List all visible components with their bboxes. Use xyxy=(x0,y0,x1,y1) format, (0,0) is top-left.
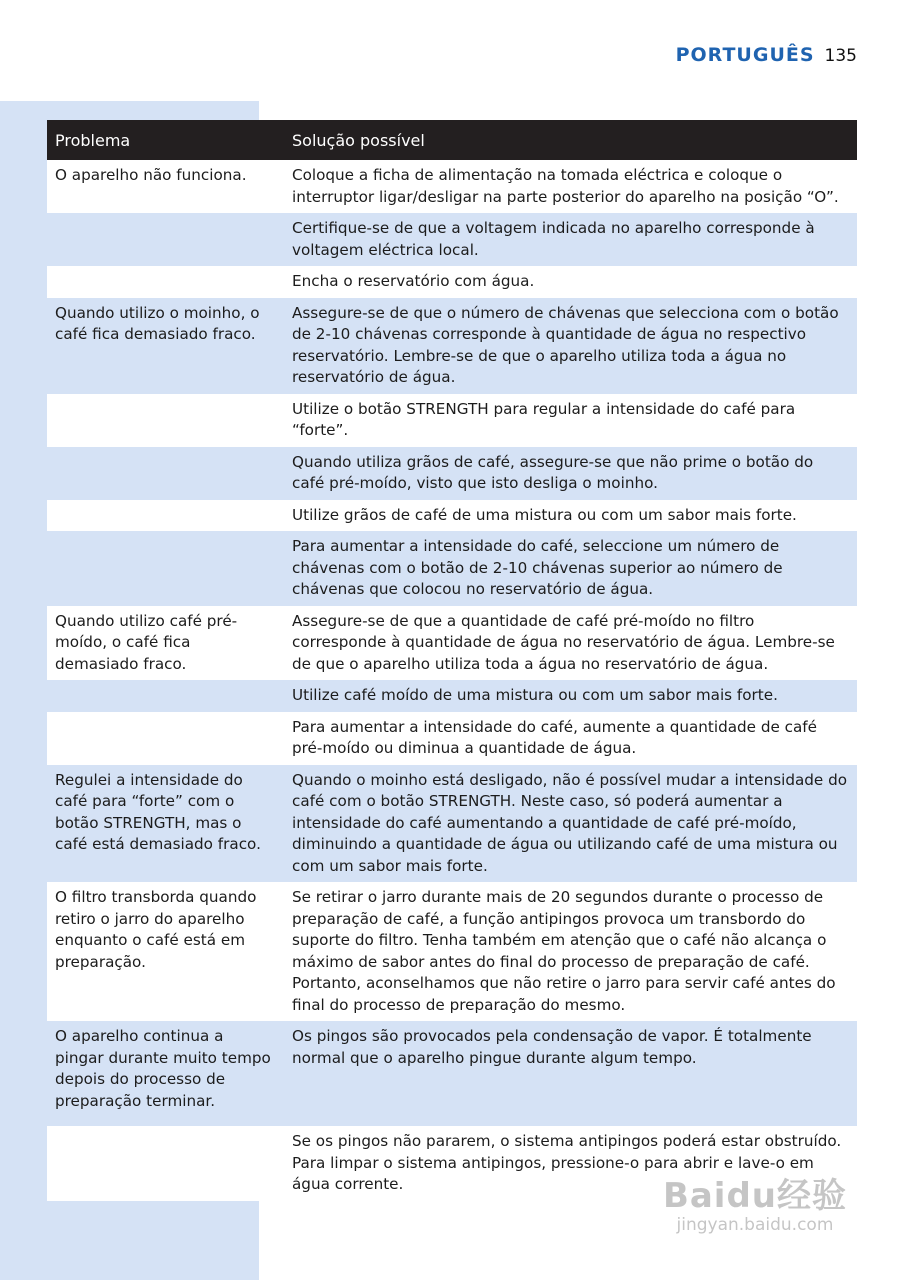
problem-cell xyxy=(47,680,284,712)
solution-cell: Quando o moinho está desligado, não é possível mudar a intensidade do café com o botão STRENGTH. Neste caso, só poderá aumentar a intensidade do café aumentando a quantidade de café pré-moído, diminuindo a quantidade de água ou utilizando café de uma mistura ou com um sabor mais forte. xyxy=(284,765,857,883)
solution-cell: Coloque a ficha de alimentação na tomada eléctrica e coloque o interruptor ligar/desligar na parte posterior do aparelho na posição “O”. xyxy=(284,160,857,213)
table-row xyxy=(47,531,857,606)
solution-cell: Quando utiliza grãos de café, assegure-se que não prime o botão do café pré-moído, visto que isto desliga o moinho. xyxy=(284,447,857,500)
solution-cell: Para aumentar a intensidade do café, seleccione um número de chávenas com o botão de 2-10 chávenas superior ao número de chávenas que colocou no reservatório de água. xyxy=(284,531,857,606)
problem-cell xyxy=(47,1126,284,1201)
table-row xyxy=(47,680,857,712)
problem-cell xyxy=(47,712,284,765)
solution-cell: Certifique-se de que a voltagem indicada no aparelho corresponde à voltagem eléctrica local. xyxy=(284,213,857,266)
table-row xyxy=(47,882,857,1021)
table-row xyxy=(47,765,857,883)
watermark-logo: Baidu经验 xyxy=(662,1176,847,1216)
solution-cell: Utilize o botão STRENGTH para regular a intensidade do café para “forte”. xyxy=(284,394,857,447)
problem-cell: Regulei a intensidade do café para “forte” com o botão STRENGTH, mas o café está demasiado fraco. xyxy=(47,765,284,883)
solution-cell: Utilize grãos de café de uma mistura ou com um sabor mais forte. xyxy=(284,500,857,532)
solution-cell: Assegure-se de que a quantidade de café pré-moído no filtro corresponde à quantidade de água no reservatório de água. Lembre-se de que o aparelho utiliza toda a água no reservatório de água. xyxy=(284,606,857,681)
page-header xyxy=(676,44,857,66)
table-row xyxy=(47,394,857,447)
page-number: 135 xyxy=(824,46,857,66)
table-row xyxy=(47,160,857,213)
table-row xyxy=(47,447,857,500)
problem-cell xyxy=(47,447,284,500)
solution-cell: Encha o reservatório com água. xyxy=(284,266,857,298)
solution-cell: Para aumentar a intensidade do café, aumente a quantidade de café pré-moído ou diminua a quantidade de água. xyxy=(284,712,857,765)
table-row xyxy=(47,266,857,298)
table-row xyxy=(47,298,857,394)
watermark-url: jingyan.baidu.com xyxy=(676,1215,834,1235)
table-row xyxy=(47,213,857,266)
section-language: PORTUGUÊS xyxy=(675,44,815,66)
problem-cell: Quando utilizo café pré-moído, o café fica demasiado fraco. xyxy=(47,606,284,681)
problem-cell: O aparelho continua a pingar durante muito tempo depois do processo de preparação terminar. xyxy=(47,1021,284,1126)
troubleshooting-table xyxy=(47,120,857,1201)
problem-cell xyxy=(47,213,284,266)
problem-cell xyxy=(47,394,284,447)
table-row xyxy=(47,1021,857,1126)
solution-cell: Assegure-se de que o número de chávenas que selecciona com o botão de 2-10 chávenas corresponde à quantidade de água no respectivo reservatório. Lembre-se de que o aparelho utiliza toda a água no reservatório de água. xyxy=(284,298,857,394)
watermark xyxy=(663,1168,847,1235)
problem-cell xyxy=(47,266,284,298)
solution-cell: Se retirar o jarro durante mais de 20 segundos durante o processo de preparação de café, a função antipingos provoca um transbordo do suporte do filtro. Tenha também em atenção que o café não alcança o máximo de sabor antes do final do processo de preparação de café. Portanto, aconselhamos que não retire o jarro para servir café antes do final do processo de preparação do mesmo. xyxy=(284,882,857,1021)
problem-cell: O filtro transborda quando retiro o jarro do aparelho enquanto o café está em preparação. xyxy=(47,882,284,1021)
problem-cell: Quando utilizo o moinho, o café fica demasiado fraco. xyxy=(47,298,284,394)
problem-cell xyxy=(47,531,284,606)
table-row xyxy=(47,606,857,681)
solution-cell: Utilize café moído de uma mistura ou com um sabor mais forte. xyxy=(284,680,857,712)
problem-cell: O aparelho não funciona. xyxy=(47,160,284,213)
solution-cell: Se os pingos não pararem, o sistema antipingos poderá estar obstruído. Para limpar o sistema antipingos, pressione-o para abrir e lave-o em água corrente. xyxy=(284,1126,857,1201)
column-header-problem: Problema xyxy=(47,120,284,160)
table-row xyxy=(47,712,857,765)
table-header-row xyxy=(47,120,857,160)
column-header-solution: Solução possível xyxy=(284,120,857,160)
table-row xyxy=(47,500,857,532)
solution-cell: Os pingos são provocados pela condensação de vapor. É totalmente normal que o aparelho pingue durante algum tempo. xyxy=(284,1021,857,1126)
problem-cell xyxy=(47,500,284,532)
